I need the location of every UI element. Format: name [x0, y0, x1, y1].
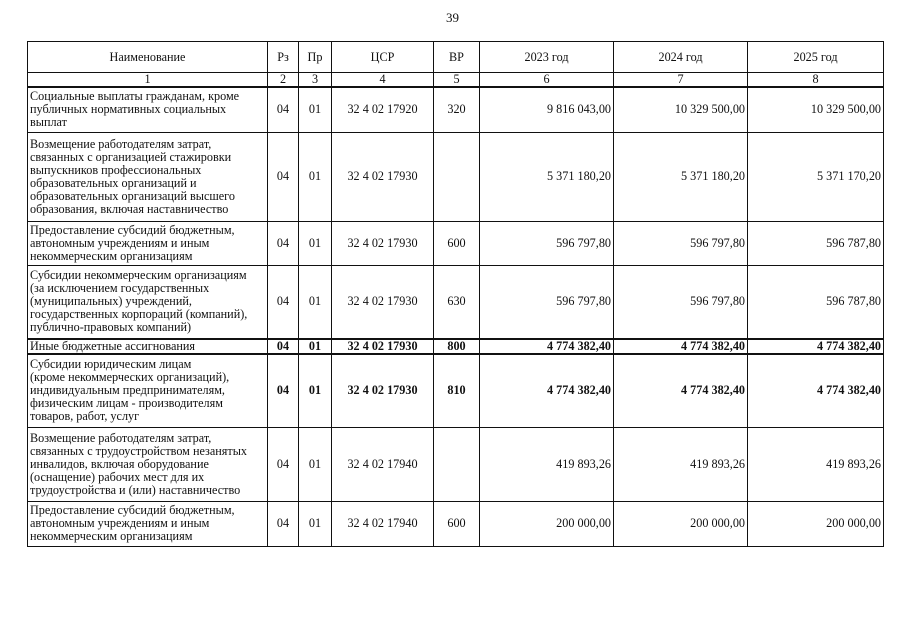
table-row: [28, 427, 884, 501]
page-number: 39: [446, 10, 459, 25]
table-row: [28, 87, 884, 132]
row-name-line: Возмещение работодателям затрат,: [30, 136, 212, 151]
row-name-line: Предоставление субсидий бюджетным,: [30, 503, 235, 517]
cell-rz: 04: [268, 339, 299, 354]
column-header-pr: Пр: [299, 42, 332, 73]
row-name-line: физическим лицам - производителям: [30, 396, 223, 411]
cell-rz: 04: [268, 221, 299, 265]
row-name-line: образовательных организаций и: [30, 175, 197, 190]
column-header-rz: Рз: [268, 42, 299, 73]
row-name-line: некоммерческим организациям: [30, 248, 193, 263]
row-name-line: Предоставление субсидий бюджетным,: [30, 222, 235, 237]
column-number: 1: [28, 73, 268, 88]
row-name-line: публичных нормативных социальных: [30, 102, 227, 117]
cell-2025: 10 329 500,00: [748, 87, 884, 132]
cell-2024: 10 329 500,00: [614, 87, 748, 132]
cell-pr: 01: [299, 265, 332, 339]
row-name-line: автономным учреждениям и иным: [30, 516, 210, 530]
cell-2024: 4 774 382,40: [614, 354, 748, 427]
table-row: [28, 354, 884, 427]
cell-rz: 04: [268, 265, 299, 339]
table-row: [28, 265, 884, 339]
cell-csr: 32 4 02 17930: [332, 354, 434, 427]
header-row: [28, 42, 884, 73]
cell-2023: 4 774 382,40: [480, 339, 614, 354]
row-name: [28, 427, 268, 501]
column-header-2024: 2024 год: [614, 42, 748, 73]
cell-rz: 04: [268, 354, 299, 427]
cell-pr: 01: [299, 221, 332, 265]
budget-table: [27, 41, 884, 547]
cell-csr: 32 4 02 17920: [332, 87, 434, 132]
cell-vr: 600: [434, 221, 480, 265]
cell-csr: 32 4 02 17940: [332, 427, 434, 501]
cell-2025: 200 000,00: [748, 501, 884, 546]
row-name: [28, 132, 268, 221]
cell-vr: 630: [434, 265, 480, 339]
table-row: [28, 221, 884, 265]
cell-2024: 419 893,26: [614, 427, 748, 501]
cell-2024: 596 797,80: [614, 265, 748, 339]
row-name-line: публично-правовых компаний): [30, 320, 192, 335]
row-name-line: (оснащение) рабочих мест для их: [30, 469, 205, 484]
column-header-csr: ЦСР: [332, 42, 434, 73]
cell-2024: 200 000,00: [614, 501, 748, 546]
table-body: [28, 87, 884, 546]
column-number: 4: [332, 73, 434, 88]
cell-rz: 04: [268, 501, 299, 546]
column-number: 7: [614, 73, 748, 88]
row-name-line: связанных с трудоустройством незанятых: [30, 443, 247, 458]
cell-2023: 9 816 043,00: [480, 87, 614, 132]
cell-csr: 32 4 02 17930: [332, 132, 434, 221]
row-name-line: (муниципальных) учреждений,: [30, 294, 192, 309]
row-name-line: Иные бюджетные ассигнования: [30, 339, 196, 353]
column-number: 5: [434, 73, 480, 88]
cell-rz: 04: [268, 87, 299, 132]
row-name-line: товаров, работ, услуг: [30, 409, 140, 424]
row-name-line: автономным учреждениям и иным: [30, 235, 210, 250]
cell-2023: 200 000,00: [480, 501, 614, 546]
row-name-line: трудоустройства и (или) наставничество: [30, 482, 241, 497]
cell-csr: 32 4 02 17930: [332, 221, 434, 265]
cell-2025: 596 787,80: [748, 265, 884, 339]
row-name: [28, 87, 268, 132]
column-number: 6: [480, 73, 614, 88]
row-name-line: Субсидии некоммерческим организациям: [30, 268, 247, 283]
table-row: [28, 339, 884, 354]
cell-pr: 01: [299, 354, 332, 427]
cell-2025: 4 774 382,40: [748, 354, 884, 427]
column-header-name: Наименование: [28, 42, 268, 73]
row-name: [28, 339, 268, 354]
row-name-line: Субсидии юридическим лицам: [30, 357, 192, 372]
cell-pr: 01: [299, 132, 332, 221]
cell-pr: 01: [299, 339, 332, 354]
cell-csr: 32 4 02 17930: [332, 339, 434, 354]
table-row: [28, 132, 884, 221]
row-name-line: (за исключением государственных: [30, 281, 210, 296]
cell-2025: 596 787,80: [748, 221, 884, 265]
row-name: [28, 221, 268, 265]
column-number: 2: [268, 73, 299, 88]
column-header-vr: ВР: [434, 42, 480, 73]
cell-rz: 04: [268, 132, 299, 221]
row-name-line: связанных с организацией стажировки: [30, 149, 232, 164]
row-name-line: государственных корпораций (компаний),: [30, 307, 248, 322]
cell-2024: 5 371 180,20: [614, 132, 748, 221]
row-name: [28, 501, 268, 546]
row-name-line: образовательных организаций высшего: [30, 188, 235, 203]
cell-2025: 5 371 170,20: [748, 132, 884, 221]
cell-pr: 01: [299, 501, 332, 546]
cell-2024: 4 774 382,40: [614, 339, 748, 354]
row-name-line: выплат: [30, 115, 67, 130]
row-name-line: Социальные выплаты гражданам, кроме: [30, 89, 240, 104]
table-row: [28, 501, 884, 546]
cell-vr: [434, 132, 480, 221]
cell-2023: 5 371 180,20: [480, 132, 614, 221]
cell-2023: 4 774 382,40: [480, 354, 614, 427]
cell-vr: 810: [434, 354, 480, 427]
column-number: 8: [748, 73, 884, 88]
cell-vr: 800: [434, 339, 480, 354]
cell-rz: 04: [268, 427, 299, 501]
row-name-line: Возмещение работодателям затрат,: [30, 430, 212, 445]
column-number: 3: [299, 73, 332, 88]
cell-csr: 32 4 02 17930: [332, 265, 434, 339]
cell-vr: 320: [434, 87, 480, 132]
row-name-line: выпускников профессиональных: [30, 162, 202, 177]
cell-2024: 596 797,80: [614, 221, 748, 265]
cell-2023: 419 893,26: [480, 427, 614, 501]
row-name: [28, 354, 268, 427]
column-header-2023: 2023 год: [480, 42, 614, 73]
cell-2025: 419 893,26: [748, 427, 884, 501]
cell-2023: 596 797,80: [480, 221, 614, 265]
cell-2025: 4 774 382,40: [748, 339, 884, 354]
cell-vr: [434, 427, 480, 501]
row-name-line: (кроме некоммерческих организаций),: [30, 370, 230, 385]
cell-2023: 596 797,80: [480, 265, 614, 339]
row-name: [28, 265, 268, 339]
row-name-line: индивидуальным предпринимателям,: [30, 383, 225, 398]
column-number-row: [28, 73, 884, 88]
cell-pr: 01: [299, 427, 332, 501]
row-name-line: инвалидов, включая оборудование: [30, 456, 209, 471]
row-name-line: некоммерческим организациям: [30, 529, 193, 543]
cell-pr: 01: [299, 87, 332, 132]
column-header-2025: 2025 год: [748, 42, 884, 73]
row-name-line: образования, включая наставничество: [30, 201, 229, 216]
cell-csr: 32 4 02 17940: [332, 501, 434, 546]
cell-vr: 600: [434, 501, 480, 546]
